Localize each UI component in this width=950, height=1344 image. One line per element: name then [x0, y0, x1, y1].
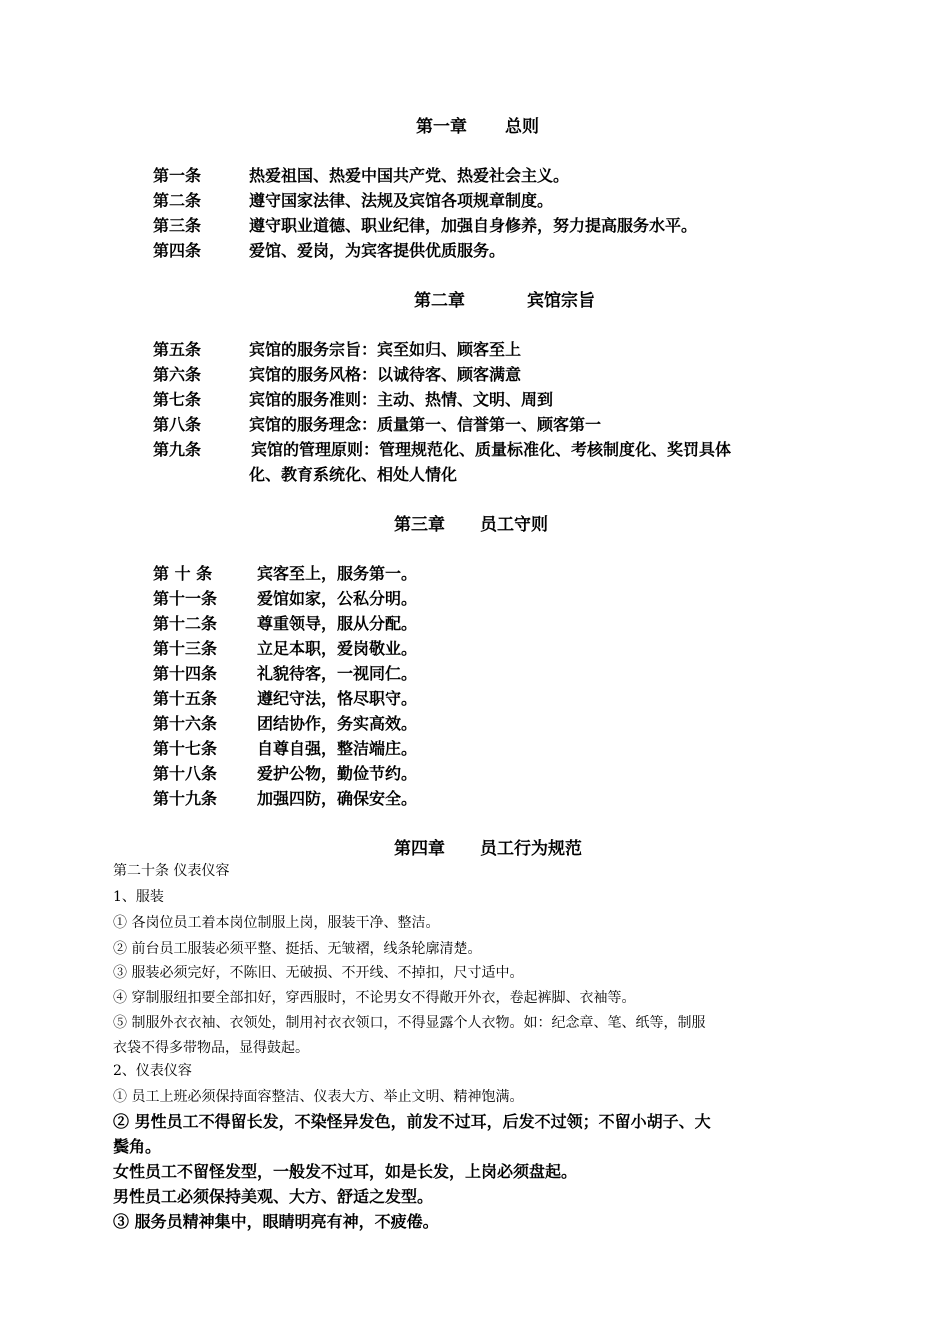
- clothing-item-1: ① 各岗位员工着本岗位制服上岗，服装干净、整洁。: [113, 915, 440, 931]
- document-page: 第一章 总则 第一条 热爱祖国、热爱中国共产党、热爱社会主义。 第二条 遵守国家法律、法规及宾馆各项规章制度。 第三条 遵守职业道德、职业纪律，加强自身修养，努力提高服务水平。 第四条 爱馆、爱岗，为宾客提供优质服务。 第二章 宾馆宗旨 第五条 宾馆的服务宗旨：宾至如归、顾客至上 第六条 宾馆的服务风格：以诚待客、顾客满意 第七条 宾馆的服务准则：主动、热情、文明、周到 第八条 宾馆的服务理念：质量第一、信誉第一、顾客第一 第九条 宾馆的管理原则：管理规范化、质量标准化、考核制度化、奖罚具体 化、教育系统化、相处人情化 第三章 员工守则 第 十 条 宾客至上，服务第一。 第十一条 爱馆如家，公私分明。 第十二条 尊重领导，服从分配。 第十三条 立足本职，爱岗敬业。 第十四条 礼貌待客，一视同仁。 第十五条 遵纪守法，恪尽职守。 第十六条 团结协作，务实高效。 第十七条 自尊自强，整洁端庄。 第十八条 爱护公物，勤俭节约。 第十九条 加强四防，确保安全。 第四章 员工行为规范 第二十条 仪表仪容 1、服装 ① 各岗位员工着本岗位制服上岗，服装干净、整洁。 ② 前台员工服装必须平整、挺括、无皱褶，线条轮廓清楚。 ③ 服装必须完好，不陈旧、无破损、不开线、不掉扣，尺寸适中。 ④ 穿制服纽扣要全部扣好，穿西服时，不论男女不得敞开外衣，卷起裤脚、衣袖等。 ⑤ 制服外衣衣袖、衣领处，制用衬衣衣领口，不得显露个人衣物。如：纪念章、笔、纸等，制服 衣袋不得多带物品，显得鼓起。 2、仪表仪容 ① 员工上班必须保持面容整洁、仪表大方、举止文明、精神饱满。 ② 男性员工不得留长发，不染怪异发色，前发不过耳，后发不过领；不留小胡子、大 鬓角。 女性员工不留怪发型，一般发不过耳，如是长发，上岗必须盘起。 男性员工必须保持美观、大方、舒适之发型。 ③ 服务员精神集中，眼睛明亮有神，不疲倦。: [0, 0, 950, 1344]
- appearance-female-hair: 女性员工不留怪发型，一般发不过耳，如是长发，上岗必须盘起。: [113, 1162, 578, 1181]
- clothing-item-3: ③ 服装必须完好，不陈旧、无破损、不开线、不掉扣，尺寸适中。: [113, 965, 524, 981]
- chapter-label: 第四章: [394, 839, 445, 859]
- appearance-item-2-cont: 鬓角。: [113, 1137, 162, 1156]
- clothing-item-5-cont: 衣袋不得多带物品，显得鼓起。: [113, 1040, 309, 1056]
- chapter-label: 第二章: [414, 291, 465, 311]
- chapter-title: 总则: [505, 117, 539, 137]
- appearance-item-2: ② 男性员工不得留长发，不染怪异发色，前发不过耳，后发不过领；不留小胡子、大: [113, 1112, 711, 1131]
- clothing-item-2: ② 前台员工服装必须平整、挺括、无皱褶，线条轮廓清楚。: [113, 941, 482, 957]
- clothing-item-4: ④ 穿制服纽扣要全部扣好，穿西服时，不论男女不得敞开外衣，卷起裤脚、衣袖等。: [113, 990, 636, 1006]
- chapter-label: 第三章: [394, 515, 445, 535]
- chapter-label: 第一章: [416, 117, 467, 137]
- appearance-male-hair: 男性员工必须保持美观、大方、舒适之发型。: [113, 1187, 434, 1206]
- article-9: 第九条 宾馆的管理原则：管理规范化、质量标准化、考核制度化、奖罚具体 化、教育系统化、相处人情化: [153, 440, 732, 484]
- section-heading-clothing: 1、服装: [113, 889, 164, 905]
- section-heading-appearance: 2、仪表仪容: [113, 1063, 192, 1079]
- article-20-title: 第二十条 仪表仪容: [113, 863, 230, 879]
- clothing-item-5: ⑤ 制服外衣衣袖、衣领处，制用衬衣衣领口，不得显露个人衣物。如：纪念章、笔、纸等，制服: [113, 1015, 706, 1031]
- chapter-title: 员工守则: [480, 515, 548, 535]
- chapter-title: 员工行为规范: [480, 839, 582, 859]
- chapter-title: 宾馆宗旨: [527, 291, 595, 311]
- appearance-item-1: ① 员工上班必须保持面容整洁、仪表大方、举止文明、精神饱满。: [113, 1089, 524, 1105]
- appearance-item-3: ③ 服务员精神集中，眼睛明亮有神，不疲倦。: [113, 1212, 439, 1231]
